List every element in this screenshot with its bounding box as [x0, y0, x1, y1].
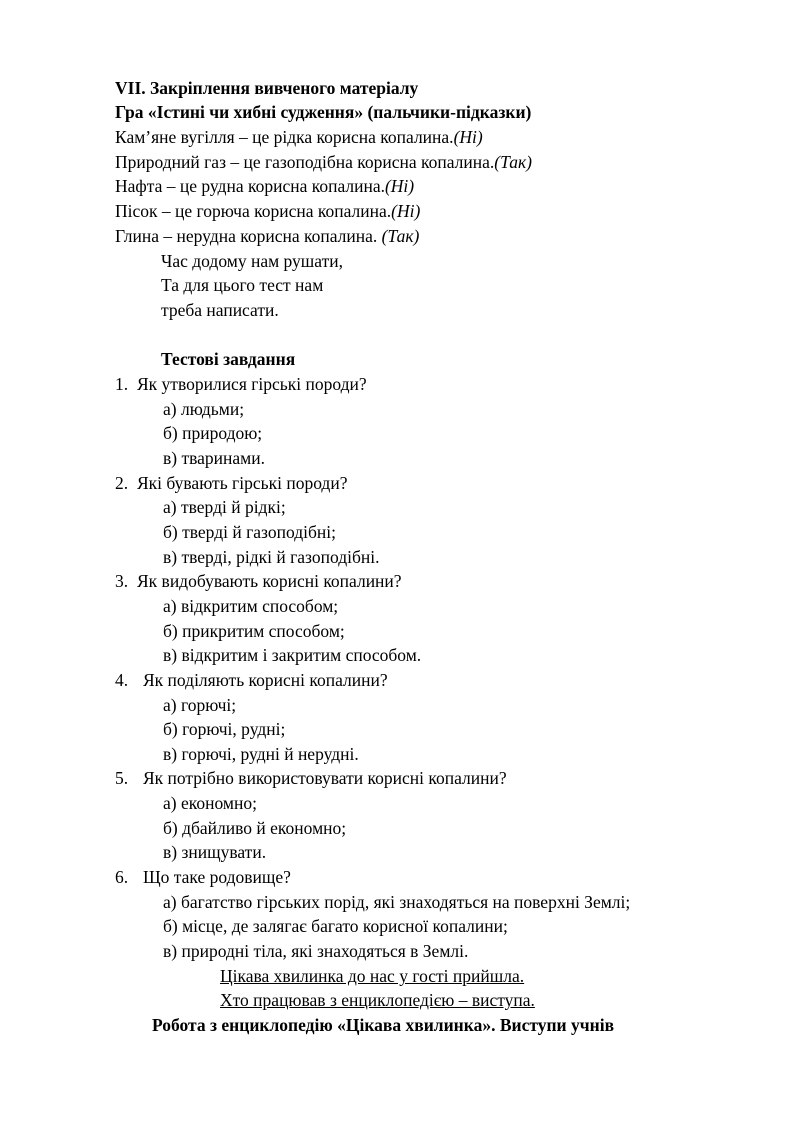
answer-option: в) тверді, рідкі й газоподібні.: [163, 547, 380, 567]
answer-option: а) тверді й рідкі;: [163, 497, 286, 517]
answer-option: а) горючі;: [163, 695, 237, 715]
answer-option: в) природні тіла, які знаходяться в Землі.: [163, 941, 469, 961]
test-title: Тестові завдання: [161, 349, 296, 369]
question-number: 4.: [115, 670, 129, 690]
game-title: Гра «Істині чи хибні судження» (пальчики-підказки): [115, 102, 532, 122]
question-number: 5.: [115, 768, 129, 788]
statement-text: Кам’яне вугілля – це рідка корисна копалина.: [115, 127, 454, 147]
question-text: Як потрібно використовувати корисні копалини?: [143, 768, 507, 788]
answer-option: а) багатство гірських порід, які знаходяться на поверхні Землі;: [163, 892, 631, 912]
answer-option: б) горючі, рудні;: [163, 719, 286, 739]
statement-line: [115, 224, 419, 248]
verse-line: треба написати.: [161, 300, 279, 320]
answer-option: в) знищувати.: [163, 842, 267, 862]
statement-answer: (Так): [381, 226, 420, 246]
answer-option: б) дбайливо й економно;: [163, 818, 347, 838]
verse-line: Час додому нам рушати,: [161, 251, 343, 271]
statement-line: [115, 199, 420, 223]
question: [115, 471, 348, 495]
question-number: 1.: [115, 374, 129, 394]
answer-option: а) людьми;: [163, 399, 245, 419]
answer-option: а) економно;: [163, 793, 257, 813]
statement-line: [115, 174, 414, 198]
question-text: Як видобувають корисні копалини?: [137, 571, 402, 591]
answer-option: а) відкритим способом;: [163, 596, 339, 616]
statement-answer: (Ні): [391, 201, 421, 221]
question-number: 6.: [115, 867, 129, 887]
question-number: 2.: [115, 473, 129, 493]
question: [115, 372, 367, 396]
statement-line: [115, 125, 483, 149]
statement-answer: (Так): [494, 152, 532, 172]
question: [115, 865, 291, 889]
statement-text: Природний газ – це газоподібна корисна копалина.: [115, 152, 495, 172]
question-text: Які бувають гірські породи?: [137, 473, 348, 493]
closing-line: Цікава хвилинка до нас у гості прийшла.: [220, 966, 525, 986]
verse-line: Та для цього тест нам: [161, 275, 324, 295]
question-number: 3.: [115, 571, 129, 591]
closing-line: Хто працював з енциклопедією – виступа.: [220, 990, 535, 1010]
question: [115, 569, 402, 593]
statement-text: Пісок – це горюча корисна копалина.: [115, 201, 392, 221]
answer-option: в) горючі, рудні й нерудні.: [163, 744, 359, 764]
statement-answer: (Ні): [453, 127, 483, 147]
section-heading: VII. Закріплення вивченого матеріалу: [115, 78, 419, 98]
answer-option: в) тваринами.: [163, 448, 265, 468]
final-line: Робота з енциклопедію «Цікава хвилинка». Виступи учнів: [152, 1015, 615, 1035]
answer-option: б) місце, де залягає багато корисної копалини;: [163, 916, 508, 936]
question: [115, 766, 507, 790]
statement-text: Нафта – це рудна корисна копалина.: [115, 176, 385, 196]
answer-option: б) прикритим способом;: [163, 621, 345, 641]
statement-answer: (Ні): [384, 176, 415, 196]
question-text: Що таке родовище?: [143, 867, 291, 887]
statement-line: [115, 150, 532, 174]
question-text: Як утворилися гірські породи?: [137, 374, 367, 394]
question-text: Як поділяють корисні копалини?: [143, 670, 388, 690]
answer-option: б) тверді й газоподібні;: [163, 522, 336, 542]
question: [115, 668, 388, 692]
answer-option: б) природою;: [163, 423, 263, 443]
answer-option: в) відкритим і закритим способом.: [163, 645, 422, 665]
statement-text: Глина – нерудна корисна копалина.: [115, 226, 382, 246]
